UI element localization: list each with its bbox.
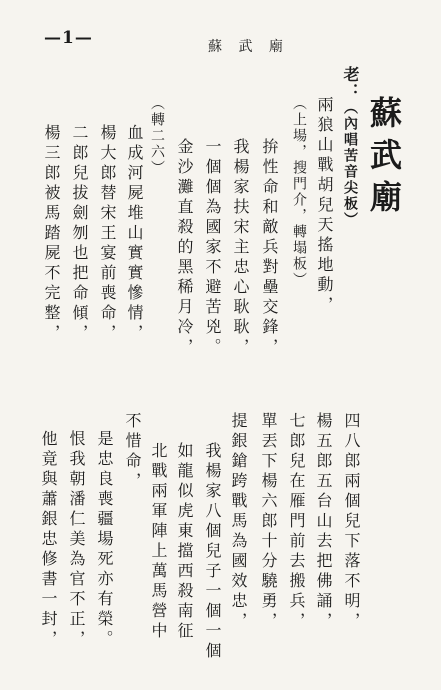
page-number: —1— <box>44 28 93 48</box>
opening-stage-direction: （內唱苦音尖板） <box>342 100 358 228</box>
verse-line: 血成河屍堆山實實慘情， <box>125 124 144 344</box>
verse-line: 楊大郎替宋王宴前喪命， <box>98 124 117 344</box>
verse-line: 我楊家八個兒子一個一個 <box>203 442 222 662</box>
verse-line: 如龍似虎東擋西殺南征 <box>175 442 194 642</box>
role-name: 老 <box>341 66 360 83</box>
stage-direction: （轉二六） <box>149 96 165 176</box>
stage-direction: （上場，搜門介，轉塌板） <box>291 96 307 288</box>
play-title: 蘇武廟 <box>365 96 403 222</box>
role-line <box>342 66 358 228</box>
verse-line: 一個個為國家不避苦兇。 <box>203 138 222 358</box>
verse-line: 二郎兒拔劍刎也把命傾， <box>70 124 89 344</box>
verse-line: 四八郎兩個兒下落不明， <box>342 412 361 632</box>
role-colon: ： <box>341 83 360 100</box>
verse-line: 七郎兒在雁門前去搬兵， <box>287 412 306 632</box>
verse-line: 單丟下楊六郎十分驍勇， <box>259 412 278 632</box>
verse-line: 是忠良喪疆場死亦有榮。 <box>95 430 114 650</box>
running-title: 蘇 武 廟 <box>208 39 289 55</box>
verse-line: 北戰兩軍陣上萬馬營中 <box>149 442 168 642</box>
verse-line: 楊五郎五台山去把佛誦， <box>314 412 333 632</box>
verse-line: 提銀鎗跨戰馬為國效忠， <box>229 412 248 632</box>
verse-line: 楊三郎被馬踏屍不完整， <box>42 124 61 344</box>
verse-line: 恨我朝潘仁美為官不正， <box>67 430 86 650</box>
verse-line: 兩狼山戰胡兒天搖地動， <box>315 96 334 316</box>
verse-line: 金沙灘直殺的黑稀月冷， <box>175 138 194 358</box>
verse-line: 不惜命， <box>123 412 142 492</box>
verse-line: 拚性命和敵兵對壘交鋒， <box>260 138 279 358</box>
verse-line: 我楊家扶宋主忠心耿耿， <box>231 138 250 358</box>
verse-line: 他竟與蕭銀忠修書一封， <box>39 430 58 650</box>
